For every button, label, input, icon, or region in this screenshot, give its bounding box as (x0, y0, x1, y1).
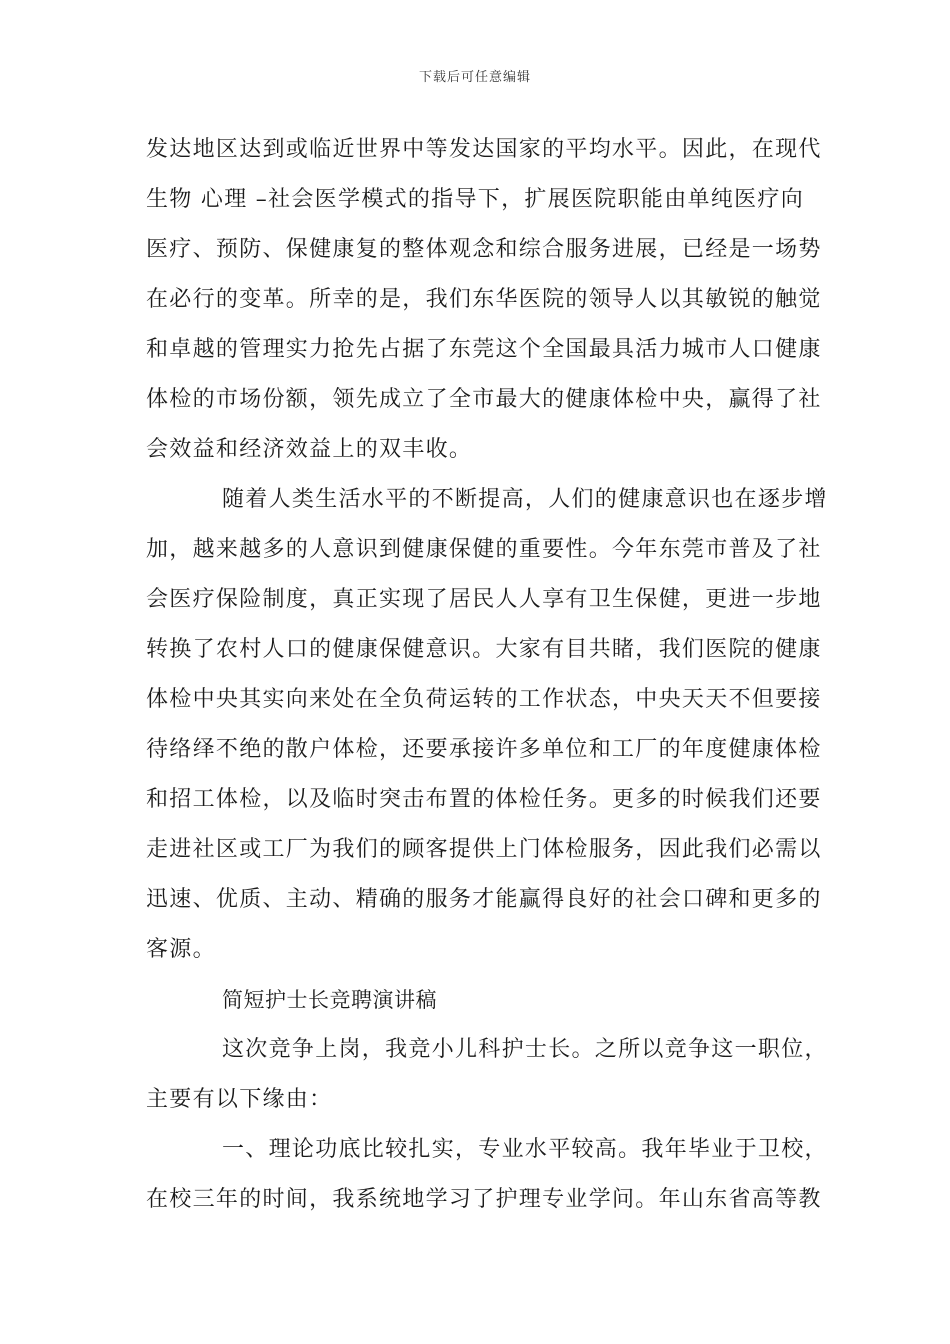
section-title: 简短护士长竞聘演讲稿 (222, 988, 437, 1012)
text-line: 转换了农村人口的健康保健意识。大家有目共睹，我们医院的健康 (146, 637, 822, 662)
text-line: 发达地区达到或临近世界中等发达国家的平均水平。因此，在现代 (146, 137, 822, 162)
text-line: 和招工体检，以及临时突击布置的体检任务。更多的时候我们还要 (146, 787, 822, 812)
text-line: 一、理论功底比较扎实，专业水平较高。我年毕业于卫校， (222, 1137, 828, 1162)
text-line: 主要有以下缘由： (146, 1087, 333, 1112)
text-line: 医疗、预防、保健康复的整体观念和综合服务进展，已经是一场势 (146, 237, 822, 262)
text-line: 加，越来越多的人意识到健康保健的重要性。今年东莞市普及了社 (146, 537, 822, 562)
text-line: 在校三年的时间，我系统地学习了护理专业学问。年山东省高等教 (146, 1187, 822, 1212)
text-line: 客源。 (146, 937, 216, 962)
text-line: 会医疗保险制度，真正实现了居民人人享有卫生保健，更进一步地 (146, 587, 822, 612)
text-line: 待络绎不绝的散户体检，还要承接许多单位和工厂的年度健康体检 (146, 737, 822, 762)
text-line: 体检中央其实向来处在全负荷运转的工作状态，中央天天不但要接 (146, 687, 822, 712)
text-line: 会效益和经济效益上的双丰收。 (146, 437, 473, 462)
text-line: 随着人类生活水平的不断提高，人们的健康意识也在逐步增 (222, 487, 828, 512)
page-header-note: 下载后可任意编辑 (418, 70, 531, 85)
text-line: 这次竞争上岗，我竞小儿科护士长。之所以竞争这一职位， (222, 1037, 828, 1062)
text-line: 和卓越的管理实力抢先占据了东莞这个全国最具活力城市人口健康 (146, 337, 822, 362)
text-line: 迅速、优质、主动、精确的服务才能赢得良好的社会口碑和更多的 (146, 887, 822, 912)
text-line: 生物 心理 –社会医学模式的指导下，扩展医院职能由单纯医疗向 (146, 187, 804, 212)
document-body (146, 125, 828, 1225)
text-line: 体检的市场份额，领先成立了全市最大的健康体检中央，赢得了社 (146, 387, 822, 412)
text-line: 在必行的变革。所幸的是，我们东华医院的领导人以其敏锐的触觉 (146, 287, 822, 312)
text-line: 走进社区或工厂为我们的顾客提供上门体检服务，因此我们必需以 (146, 837, 822, 862)
